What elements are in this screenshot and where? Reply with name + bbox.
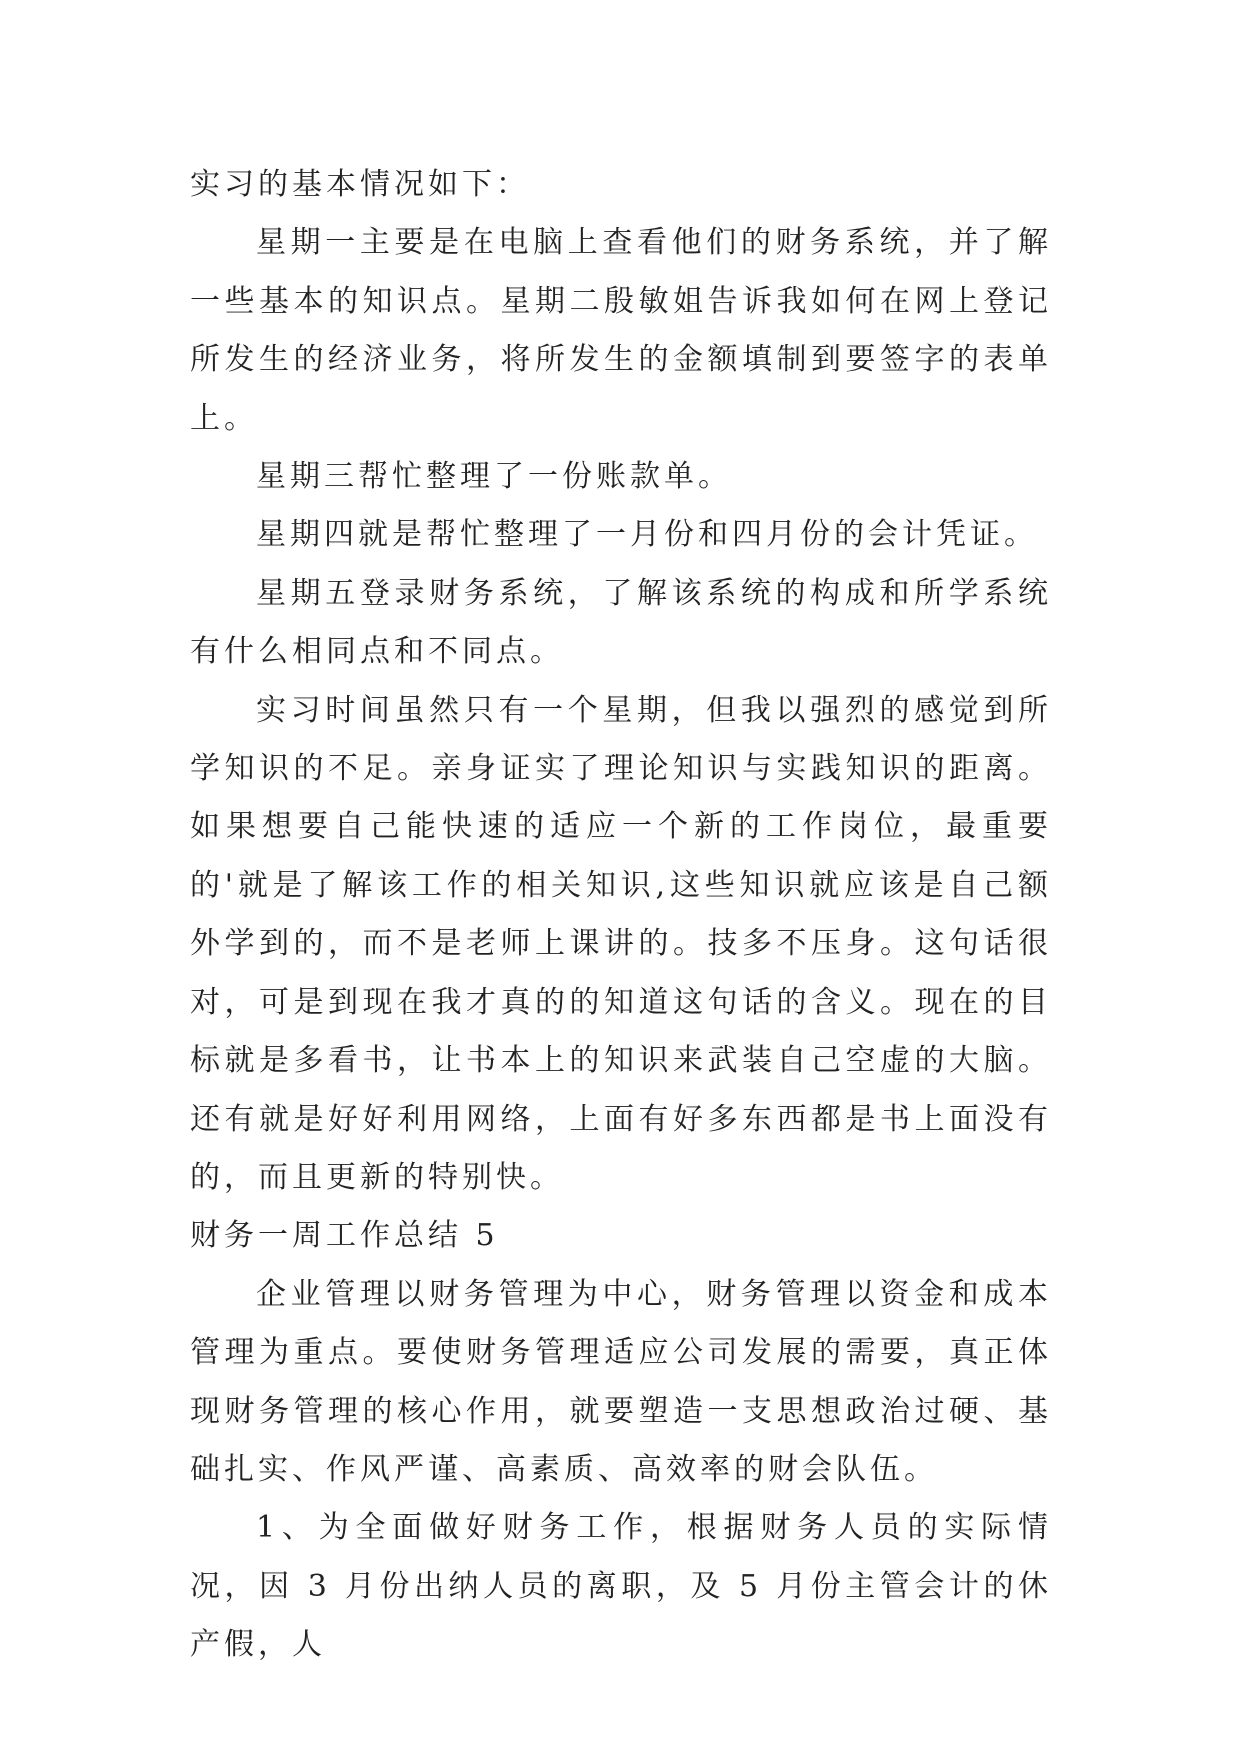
paragraph-monday-tuesday: 星期一主要是在电脑上查看他们的财务系统，并了解一些基本的知识点。星期二殷敏姐告诉我如何在网上登记所发生的经济业务，将所发生的金额填制到要签字的表单上。 <box>190 225 1052 436</box>
paragraph-thursday: 星期四就是帮忙整理了一月份和四月份的会计凭证。 <box>256 517 1038 553</box>
paragraph-reflection: 实习时间虽然只有一个星期，但我以强烈的感觉到所学知识的不足。亲身证实了理论知识与实践知识的距离。如果想要自己能快速的适应一个新的工作岗位，最重要的'就是了解该工作的相关知识,这些知识就应该是自己额外学到的，而不是老师上课讲的。技多不压身。这句话很对，可是到现在我才真的的知道这句话的含义。现在的目标就是多看书，让书本上的知识来武装自己空虚的大脑。还有就是好好利用网络，上面有好多东西都是书上面没有的，而且更新的特别快。 <box>190 692 1052 1195</box>
paragraph-friday: 星期五登录财务系统，了解该系统的构成和所学系统有什么相同点和不同点。 <box>190 575 1052 670</box>
paragraph-point-1: 1、为全面做好财务工作，根据财务人员的实际情况，因 3 月份出纳人员的离职，及 5 月份主管会计的休产假，人 <box>190 1510 1052 1663</box>
paragraph-intro: 实习的基本情况如下： <box>190 167 530 202</box>
section-heading: 财务一周工作总结 5 <box>190 1218 499 1254</box>
paragraph-management: 企业管理以财务管理为中心，财务管理以资金和成本管理为重点。要使财务管理适应公司发展的需要，真正体现财务管理的核心作用，就要塑造一支思想政治过硬、基础扎实、作风严谨、高素质、高效率的财会队伍。 <box>190 1276 1052 1487</box>
paragraph-wednesday: 星期三帮忙整理了一份账款单。 <box>256 459 732 495</box>
document-body <box>190 156 1052 1675</box>
